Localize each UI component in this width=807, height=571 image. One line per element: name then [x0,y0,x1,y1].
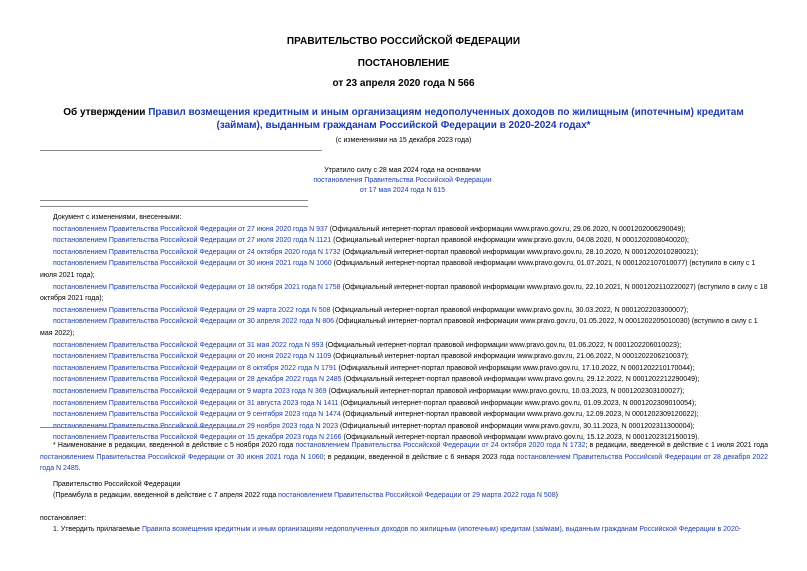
lost-force-text: Утратило силу с 28 мая 2024 года на основании [324,167,481,174]
preamble-note [53,492,558,499]
title-prefix: Об утверждении [63,107,149,118]
change-item-text: (Официальный интернет-портал правовой информации www.pravo.gov.ru, 21.06.2022, N 0001202206210037); [331,353,689,361]
change-item-text: (Официальный интернет-портал правовой информации www.pravo.gov.ru, 01.09.2023, N 0001202309010054); [338,399,697,407]
edition-note: (с изменениями на 15 декабря 2023 года) [335,137,472,144]
change-item-link[interactable]: постановлением Правительства Российской Федерации от 31 августа 2023 года N 1411 [53,399,339,407]
change-item-text: (Официальный интернет-портал правовой информации www.pravo.gov.ru, 30.11.2023, N 0001202311300004); [338,422,695,430]
change-item-text: (Официальный интернет-портал правовой информации www.pravo.gov.ru, 28.10.2020, N 0001202010280021); [340,248,699,256]
footnote-divider [40,427,240,428]
change-item-link[interactable]: постановлением Правительства Российской Федерации от 24 октября 2020 года N 1732 [53,248,341,256]
change-item-link[interactable]: постановлением Правительства Российской Федерации от 20 июня 2022 года N 1109 [53,353,332,361]
change-item-text: (Официальный интернет-портал правовой информации www.pravo.gov.ru, 12.09.2023, N 0001202309120022); [340,411,699,419]
footnote-text: * Наименование в редакции, введенной в действие с 5 ноября 2020 года [53,442,296,449]
change-item-text: (Официальный интернет-портал правовой информации www.pravo.gov.ru, 17.10.2022, N 0001202210170044); [336,364,695,372]
change-item [40,305,768,317]
change-item-link[interactable]: постановлением Правительства Российской Федерации от 9 марта 2023 года N 369 [53,387,327,395]
change-item [40,224,768,236]
footnote-link-3[interactable]: постановлением Правительства Российской Федерации от 28 декабря 2022 года N 2485 [40,453,768,473]
changes-list [40,212,768,444]
change-item-text: (Официальный интернет-портал правовой информации www.pravo.gov.ru, 10.03.2023, N 0001202303100027); [326,387,685,395]
change-item-text: (Официальный интернет-портал правовой информации www.pravo.gov.ru, 15.12.2023, N 0001202312150019). [341,434,700,442]
change-item-link[interactable]: постановлением Правительства Российской Федерации от 30 июня 2021 года N 1060 [53,260,332,268]
preamble-text: ) [555,492,558,499]
change-item-text: (Официальный интернет-портал правовой информации www.pravo.gov.ru, 01.06.2022, N 0001202206010023); [323,341,682,349]
preamble-text: (Преамбула в редакции, введенной в действие с 7 апреля 2022 года [53,492,279,499]
changes-lead: Документ с изменениями, внесенными: [53,214,182,221]
change-item-link[interactable]: постановлением Правительства Российской Федерации от 27 июля 2020 года N 1121 [53,237,332,245]
change-item-link[interactable]: постановлением Правительства Российской Федерации от 27 июня 2020 года N 937 [53,225,328,233]
point-1 [53,526,773,533]
change-item-link[interactable]: постановлением Правительства Российской Федерации от 29 ноября 2023 года N 2023 [53,422,339,430]
footnote-link-1[interactable]: постановлением Правительства Российской Федерации от 24 октября 2020 года N 1732 [295,442,586,449]
title-link[interactable]: Правил возмещения кредитным и иным организациям недополученных доходов по жилищным (ипотечным) кредитам (займам), выданным гражданам Российской Федерации в 2020-2024 годах* [148,107,744,131]
change-item-text: (Официальный интернет-портал правовой информации www.pravo.gov.ru, 04.08.2020, N 0001202008040020); [331,237,689,245]
change-item-text: (Официальный интернет-портал правовой информации www.pravo.gov.ru, 30.03.2022, N 0001202203300007); [330,306,689,314]
change-item-link[interactable]: постановлением Правительства Российской Федерации от 15 декабря 2023 года N 2166 [53,434,342,442]
change-item [40,235,768,247]
change-item-text: (Официальный интернет-портал правовой информации www.pravo.gov.ru, 22.10.2021, N 0001202110220027) (вступило в силу с 18 октября 2021 года); [40,283,768,303]
change-item-text: (Официальный интернет-портал правовой информации www.pravo.gov.ru, 01.05.2022, N 0001202205010030) (вступило в силу с 1 мая 2022); [40,318,758,337]
change-item [40,247,768,259]
change-item-link[interactable]: постановлением Правительства Российской Федерации от 8 октября 2022 года N 1791 [53,364,337,372]
change-item-text: (Официальный интернет-портал правовой информации www.pravo.gov.ru, 01.07.2021, N 0001202107010077) (вступило в силу с 1 июля 2021 года); [40,260,756,279]
change-item [40,258,768,281]
footnote-text: . [78,465,81,473]
change-item [40,282,768,305]
change-item [40,340,768,352]
footnote-text: ; в редакции, введенной в действие с 1 июля 2021 года [585,442,769,449]
point-1-text: 1. Утвердить прилагаемые [53,526,142,533]
change-item [40,409,768,421]
lost-force-link-1[interactable]: постановления Правительства Российской Федерации [313,177,492,184]
change-item-text: (Официальный интернет-портал правовой информации www.pravo.gov.ru, 29.06.2020, N 0001202006290049); [327,225,686,233]
header-doc-type: ПОСТАНОВЛЕНИЕ [357,58,450,69]
change-item-link[interactable]: постановлением Правительства Российской Федерации от 31 мая 2022 года N 993 [53,341,324,349]
change-item [40,386,768,398]
decree-word: постановляет: [40,515,87,522]
changes-items [40,224,768,444]
document-title [40,106,767,132]
point-1-link[interactable]: Правила возмещения кредитным и иным организациям недополученных доходов по жилищным (ипотечным) кредитам (займам), выданным гражданам Российской Федерации в 2020- [141,526,742,533]
change-item-link[interactable]: постановлением Правительства Российской Федерации от 18 октября 2021 года N 1758 [53,283,341,291]
preamble-link[interactable]: постановлением Правительства Российской Федерации от 29 марта 2022 года N 508 [278,492,556,499]
change-item [40,374,768,386]
change-item-text: (Официальный интернет-портал правовой информации www.pravo.gov.ru, 29.12.2022, N 0001202212290049); [341,376,700,384]
change-item-link[interactable]: постановлением Правительства Российской Федерации от 30 апреля 2022 года N 806 [53,318,335,326]
footnote-text: ; в редакции, введенной в действие с 6 января 2023 года [323,453,517,461]
divider [40,150,322,151]
header-date-number: от 23 апреля 2020 года N 566 [332,78,475,89]
change-item-link[interactable]: постановлением Правительства Российской Федерации от 29 марта 2022 года N 508 [53,306,331,314]
footnote-link-2[interactable]: постановлением Правительства Российской Федерации от 30 июня 2021 года N 1060 [40,453,324,461]
lost-force-link-2[interactable]: от 17 мая 2024 года N 615 [359,187,446,194]
change-item [40,363,768,375]
change-item-link[interactable]: постановлением Правительства Российской Федерации от 9 сентября 2023 года N 1474 [53,411,341,419]
lost-force-notice [250,166,555,196]
footnote [40,440,768,475]
change-item [40,351,768,363]
divider [40,200,308,201]
government-line: Правительство Российской Федерации [53,481,181,488]
divider [40,206,308,207]
change-item-link[interactable]: постановлением Правительства Российской Федерации от 28 декабря 2022 года N 2485 [53,376,342,384]
header-government: ПРАВИТЕЛЬСТВО РОССИЙСКОЙ ФЕДЕРАЦИИ [286,36,521,47]
change-item [40,398,768,410]
change-item [40,316,768,339]
